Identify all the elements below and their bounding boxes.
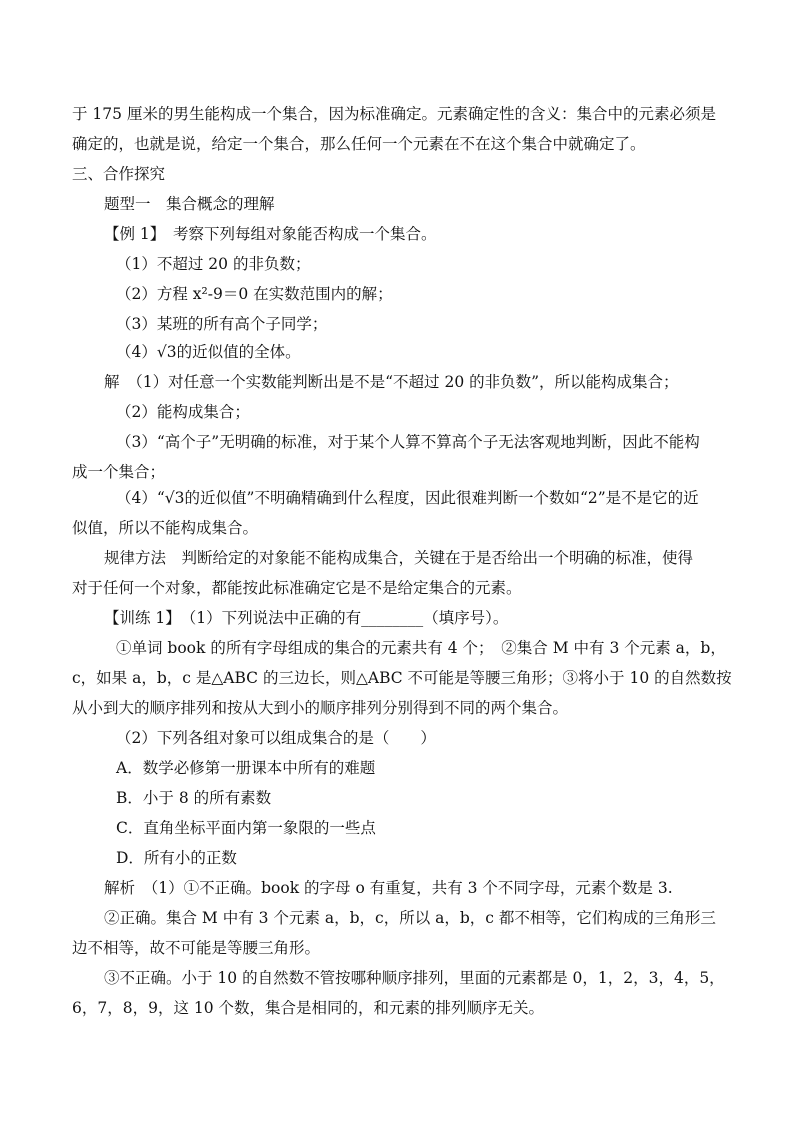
method-line: 规律方法 判断给定的对象能不能构成集合，关键在于是否给出一个明确的标准，使得 (104, 549, 694, 567)
example-item: （2）方程 x²-9＝0 在实数范围内的解； (116, 285, 393, 303)
exercise-title: 【训练 1】 （1）下列说法中正确的有________（填序号）。 (104, 609, 509, 627)
solution-line: （3）“高个子”无明确的标准，对于某个人算不算高个子无法客观地判断，因此不能构 (116, 433, 700, 451)
analysis-line: ③不正确。小于 10 的自然数不管按哪种顺序排列，里面的元素都是 0，1，2，3，4，5， (104, 969, 725, 987)
method-line: 对于任何一个对象，都能按此标准确定它是不是给定集合的元素。 (72, 579, 522, 597)
exercise-question: （2）下列各组对象可以组成集合的是（ ） (116, 729, 436, 747)
solution-line: 似值，所以不能构成集合。 (72, 519, 259, 537)
text-line: 确定的，也就是说，给定一个集合，那么任何一个元素在不在这个集合中就确定了。 (72, 135, 646, 153)
analysis-line: ②正确。集合 M 中有 3 个元素 a，b，c，所以 a，b，c 都不相等，它们构成的三角形三 (104, 909, 716, 927)
analysis-line: 6，7，8，9，这 10 个数，集合是相同的，和元素的排列顺序无关。 (72, 999, 545, 1017)
solution-line: （2）能构成集合； (116, 403, 250, 421)
text-line: 于 175 厘米的男生能构成一个集合，因为标准确定。元素确定性的含义：集合中的元素必须是 (72, 105, 716, 123)
choice-a: A．数学必修第一册课本中所有的难题 (116, 759, 376, 777)
analysis-line: 解析 （1）①不正确。book 的字母 o 有重复，共有 3 个不同字母，元素个数是 3. (104, 879, 673, 897)
exercise-statement: ①单词 book 的所有字母组成的集合的元素共有 4 个； ②集合 M 中有 3 个元素 a，b， (116, 639, 726, 657)
example-title: 【例 1】 考察下列每组对象能否构成一个集合。 (104, 225, 437, 243)
exercise-statement: 从小到大的顺序排列和按从大到小的顺序排列分别得到不同的两个集合。 (72, 699, 569, 717)
choice-c: C．直角坐标平面内第一象限的一些点 (116, 819, 376, 837)
solution-line: 解 （1）对任意一个实数能判断出是不是“不超过 20 的非负数”，所以能构成集合； (104, 373, 679, 391)
choice-d: D．所有小的正数 (116, 849, 237, 867)
example-item: （4）√3的近似值的全体。 (116, 343, 301, 361)
analysis-line: 边不相等，故不可能是等腰三角形。 (72, 939, 321, 957)
solution-line: 成一个集合； (72, 463, 166, 481)
solution-line: （4）“√3的近似值”不明确精确到什么程度，因此很难判断一个数如“2”是不是它的近 (116, 489, 699, 507)
example-item: （3）某班的所有高个子同学； (116, 315, 328, 333)
example-item: （1）不超过 20 的非负数； (116, 255, 311, 273)
choice-b: B．小于 8 的所有素数 (116, 789, 272, 807)
section-heading: 三、合作探究 (72, 165, 166, 183)
exercise-statement: c，如果 a，b，c 是△ABC 的三边长，则△ABC 不可能是等腰三角形；③将小于 10 的自然数按 (72, 669, 732, 687)
topic-heading: 题型一 集合概念的理解 (104, 195, 275, 213)
